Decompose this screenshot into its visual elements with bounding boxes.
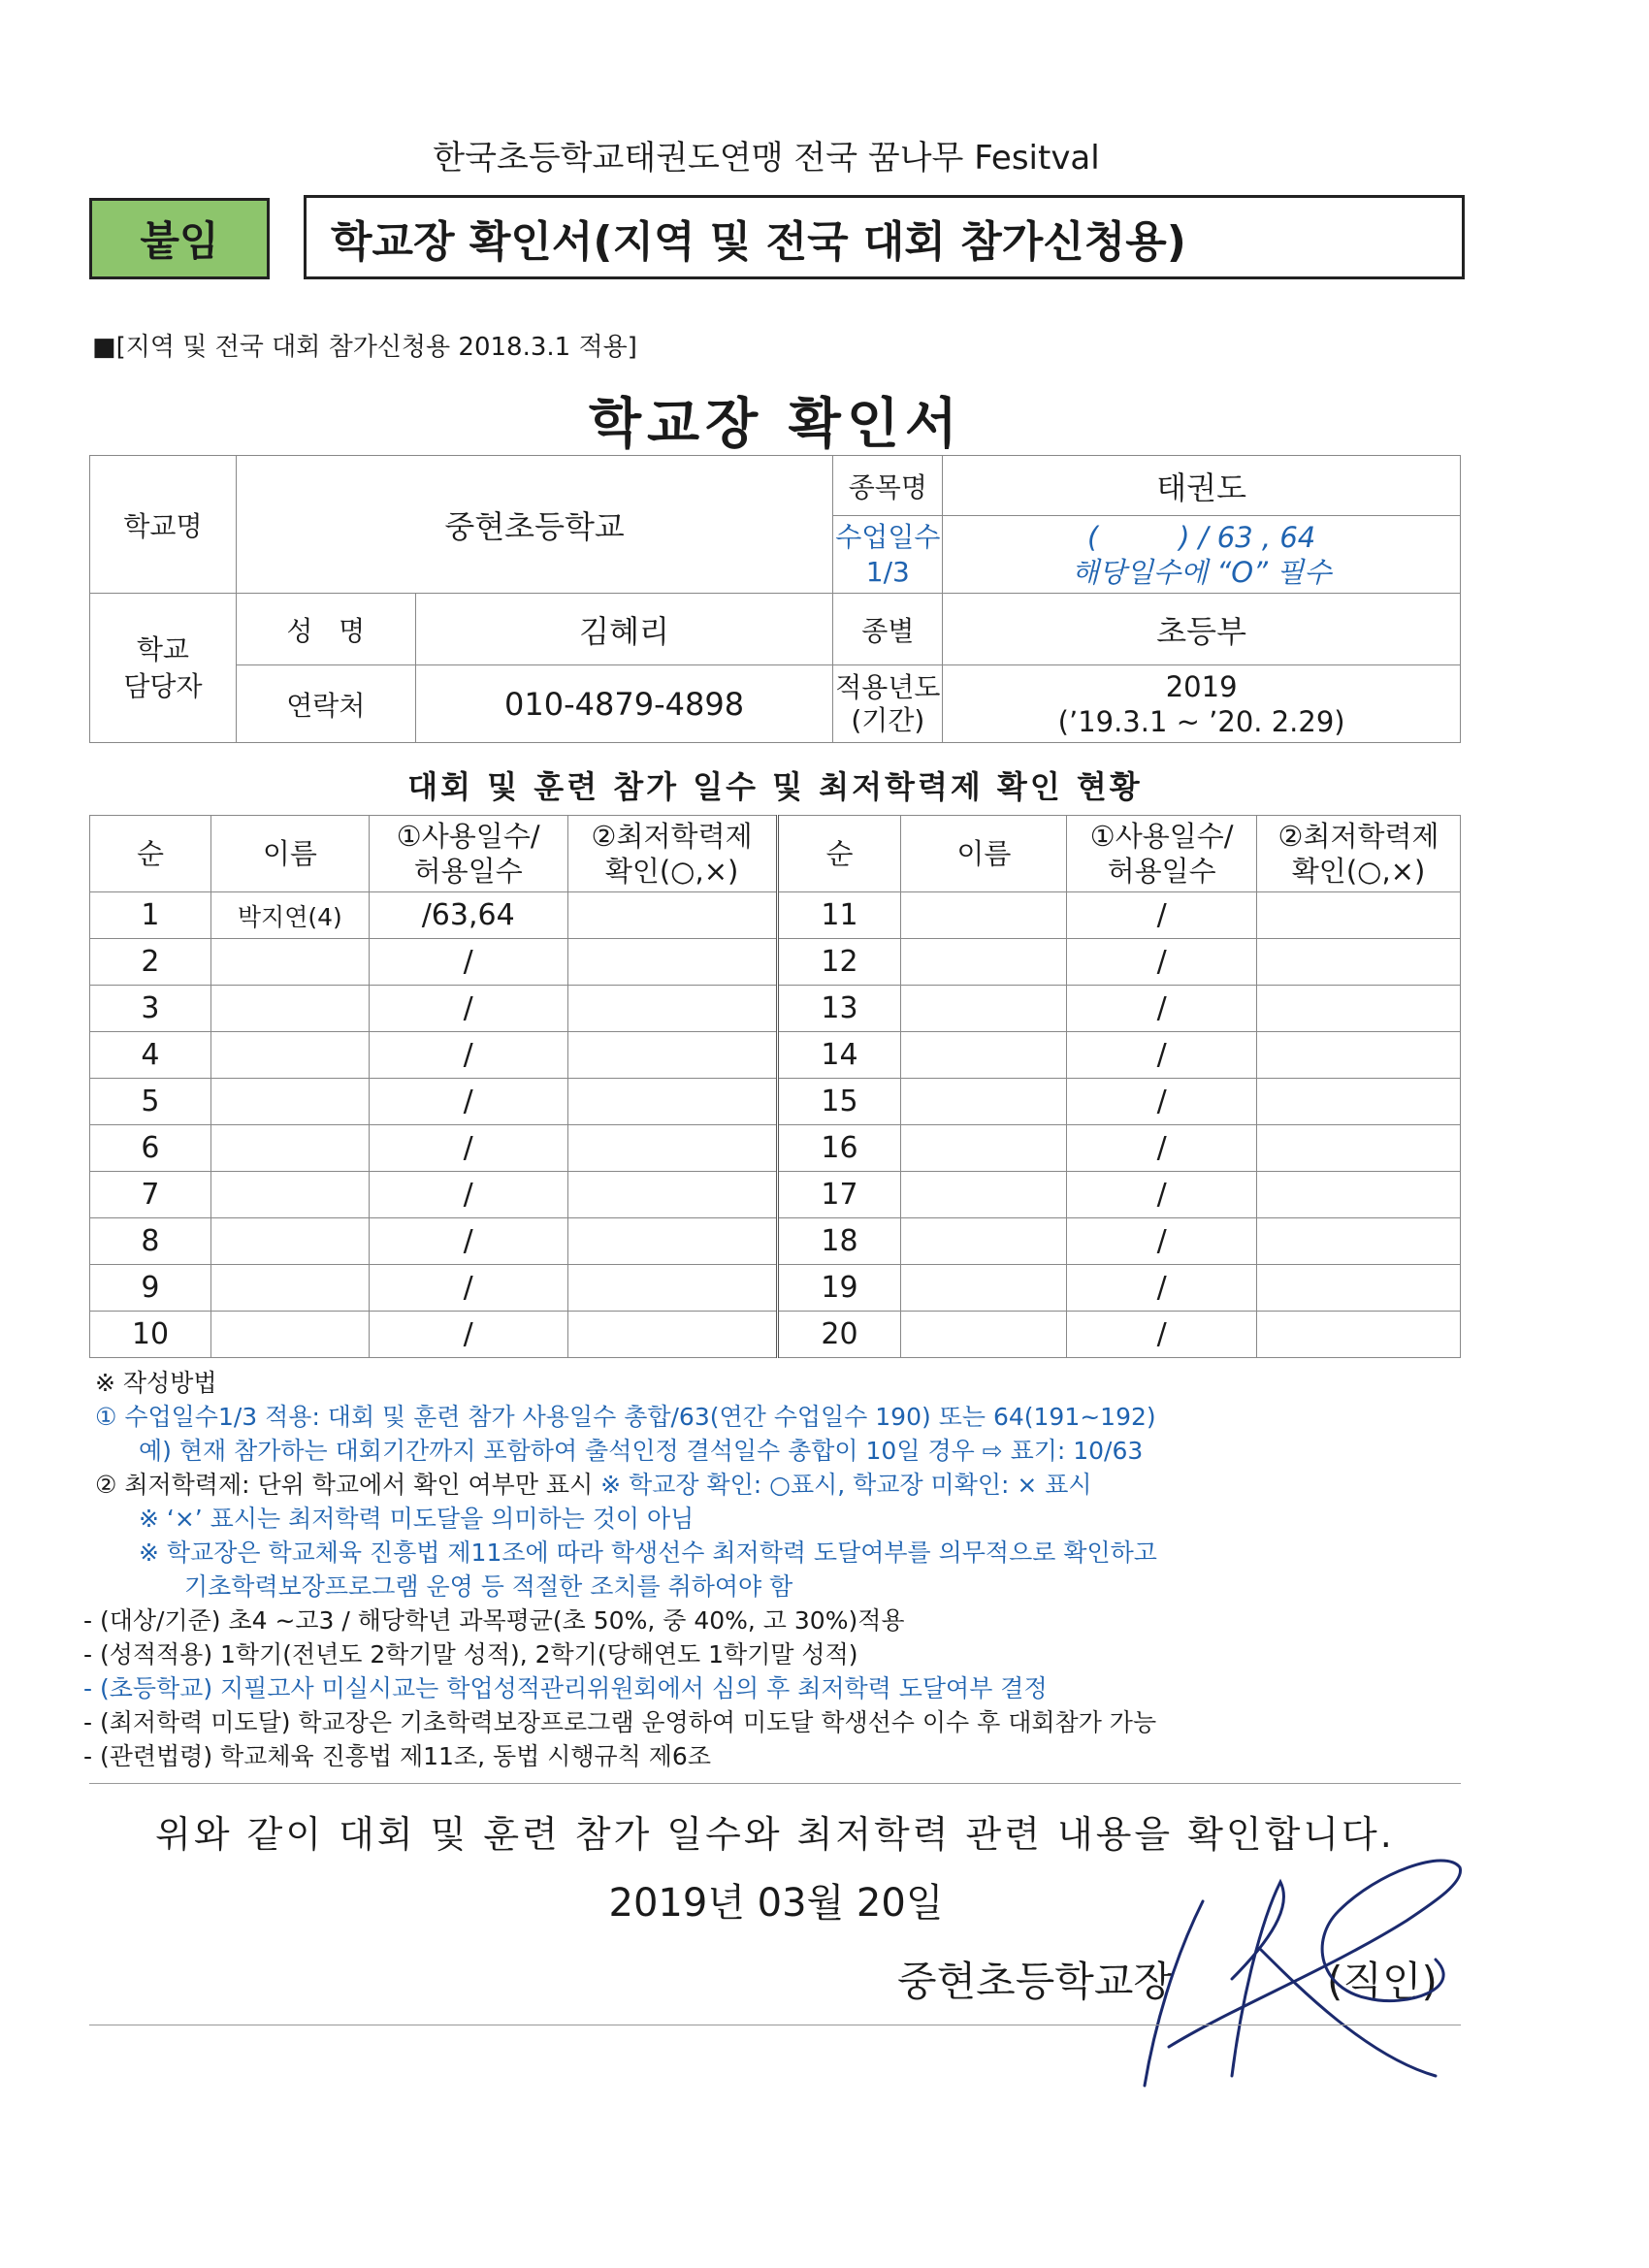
detail-2: - (성적적용) 1학기(전년도 2학기말 성적), 2학기(당해연도 1학기말 성적) [83,1640,858,1669]
signature-image [1116,1843,1484,2095]
col-min-right [1257,816,1461,892]
year-label-line2: (기간) [851,703,925,736]
table-row [90,986,1461,1032]
seq-cell: 14 [777,1032,901,1079]
name-cell [901,1125,1067,1172]
min-cell [567,1265,777,1312]
name-cell [901,1312,1067,1358]
table-row [90,1125,1461,1172]
seq-cell: 17 [777,1172,901,1218]
days-cell: / [369,1312,567,1358]
days-cell: / [369,1079,567,1125]
days-cell: / [1067,1032,1257,1079]
seq-cell: 13 [777,986,901,1032]
min-cell [1257,1032,1461,1079]
manager-label-line2: 담당자 [123,669,203,702]
seq-cell: 1 [90,892,211,939]
col-days-right-line1: ①사용일수/ [1089,820,1234,853]
event-label: 종목명 [833,456,943,516]
category-value: 초등부 [943,594,1461,665]
contact-value: 010-4879-4898 [415,665,833,743]
days-cell: / [1067,1172,1257,1218]
col-days-left-line2: 허용일수 [413,855,523,888]
school-name-label: 학교명 [90,456,237,594]
col-days-right-line2: 허용일수 [1107,855,1216,888]
seq-cell: 4 [90,1032,211,1079]
min-cell [567,1312,777,1358]
min-cell [1257,1079,1461,1125]
applicability-note: ■[지역 및 전국 대회 참가신청용 2018.3.1 적용] [92,333,637,362]
year-value [943,665,1461,743]
class-days-value-line1: ( ) / 63 , 64 [1087,520,1316,554]
name-cell [901,1032,1067,1079]
year-value-line1: 2019 [1165,669,1238,703]
col-seq-left: 순 [90,816,211,892]
category-label: 종별 [833,594,943,665]
principal-title: 중현초등학교장 [897,1958,1174,2005]
name-cell [901,1265,1067,1312]
seq-cell: 8 [90,1218,211,1265]
class-days-label-line2: 1/3 [865,555,910,588]
class-days-value [943,516,1461,594]
instructions-heading: ※ 작성방법 [95,1369,217,1397]
class-days-label-line1: 수업일수 [835,520,941,553]
col-days-right [1067,816,1257,892]
main-title: 학교장 확인서 [588,393,964,456]
days-cell: / [369,1265,567,1312]
min-cell [1257,1312,1461,1358]
col-name-left: 이름 [210,816,369,892]
col-seq-right: 순 [777,816,901,892]
name-cell [901,1172,1067,1218]
col-min-left [567,816,777,892]
detail-3: - (초등학교) 지필고사 미실시교는 학업성적관리위원회에서 심의 후 최저학력 도달여부 결정 [83,1674,1048,1702]
participation-table [89,815,1461,1358]
name-cell [210,1032,369,1079]
name-cell [210,1312,369,1358]
seq-cell: 11 [777,892,901,939]
col-days-left-line1: ①사용일수/ [396,820,540,853]
days-cell: / [1067,1125,1257,1172]
name-label: 성 명 [236,594,415,665]
class-days-value-line2: 해당일수에 “O” 필수 [1071,555,1332,589]
name-cell [210,1079,369,1125]
name-cell [901,892,1067,939]
seq-cell: 7 [90,1172,211,1218]
seq-cell: 6 [90,1125,211,1172]
manager-label [90,594,237,743]
min-cell [1257,986,1461,1032]
min-cell [567,1218,777,1265]
min-cell [567,986,777,1032]
table-row [90,1265,1461,1312]
issue-date: 2019년 03월 20일 [608,1881,944,1926]
min-cell [1257,1265,1461,1312]
min-cell [567,892,777,939]
col-min-right-line2: 확인(○,×) [1291,855,1426,888]
year-value-line2: (’19.3.1 ~ ’20. 2.29) [1057,704,1345,738]
name-cell [210,939,369,986]
min-cell [1257,939,1461,986]
col-name-right: 이름 [901,816,1067,892]
days-cell: / [1067,1079,1257,1125]
contact-label: 연락처 [236,665,415,743]
name-cell [901,1079,1067,1125]
days-cell: / [369,986,567,1032]
name-cell [210,1172,369,1218]
detail-4: - (최저학력 미도달) 학교장은 기초학력보장프로그램 운영하여 미도달 학생선수 이수 후 대회참가 가능 [83,1708,1157,1736]
days-cell: / [1067,1265,1257,1312]
name-cell [901,939,1067,986]
manager-label-line1: 학교 [136,632,189,665]
days-cell: / [369,1125,567,1172]
year-label [833,665,943,743]
table-row [90,1079,1461,1125]
seq-cell: 10 [90,1312,211,1358]
seq-cell: 15 [777,1079,901,1125]
min-cell [567,1125,777,1172]
min-cell [567,939,777,986]
attachment-tag: 붙임 [89,198,270,279]
days-cell: / [369,1218,567,1265]
table-row [90,1312,1461,1358]
seq-cell: 3 [90,986,211,1032]
name-cell [901,1218,1067,1265]
table-row [90,939,1461,986]
days-cell: /63,64 [369,892,567,939]
confirmation-statement: 위와 같이 대회 및 훈련 참가 일수와 최저학력 관련 내용을 확인합니다. [155,1813,1395,1856]
instructions [83,1366,1472,1773]
class-days-label [833,516,943,594]
note-1a: ① 수업일수1/3 적용: 대회 및 훈련 참가 사용일수 총합/63(연간 수업일수 190) 또는 64(191~192) [95,1403,1156,1431]
seq-cell: 2 [90,939,211,986]
col-min-left-line1: ②최저학력제 [591,820,753,853]
divider [89,1783,1461,1784]
col-min-left-line2: 확인(○,×) [604,855,739,888]
note-1b: 예) 현재 참가하는 대회기간까지 포함하여 출석인정 결석일수 총합이 10일 경우 ⇨ 표기: 10/63 [139,1437,1144,1465]
seq-cell: 9 [90,1265,211,1312]
days-cell: / [1067,1218,1257,1265]
days-cell: / [369,1172,567,1218]
name-cell [901,986,1067,1032]
days-cell: / [1067,1312,1257,1358]
min-cell [567,1172,777,1218]
min-cell [567,1032,777,1079]
note-4a: ※ 학교장은 학교체육 진흥법 제11조에 따라 학생선수 최저학력 도달여부를 의무적으로 확인하고 [139,1539,1157,1567]
col-min-right-line1: ②최저학력제 [1277,820,1439,853]
note-2a-marking: ※ 학교장 확인: ○표시, 학교장 미확인: × 표시 [600,1471,1092,1499]
year-label-line1: 적용년도 [835,670,941,703]
detail-5: - (관련법령) 학교체육 진흥법 제11조, 동법 시행규칙 제6조 [83,1742,711,1770]
document-title-box: 학교장 확인서(지역 및 전국 대회 참가신청용) [304,195,1465,279]
seq-cell: 12 [777,939,901,986]
seq-cell: 16 [777,1125,901,1172]
table-row [90,892,1461,939]
table-row [90,1172,1461,1218]
name-cell [210,1125,369,1172]
festival-heading: 한국초등학교태권도연맹 전국 꿈나무 Fesitval [433,139,1100,178]
event-value: 태권도 [943,456,1461,516]
school-name-value: 중현초등학교 [236,456,833,594]
detail-1: - (대상/기준) 초4 ~고3 / 해당학년 과목평균(초 50%, 중 40%, 고 30%)적용 [83,1606,905,1635]
min-cell [1257,892,1461,939]
note-4b: 기초학력보장프로그램 운영 등 적절한 조치를 취하여야 함 [184,1572,793,1601]
seq-cell: 20 [777,1312,901,1358]
seal-mark: (직인) [1327,1958,1438,2005]
min-cell [1257,1218,1461,1265]
days-cell: / [1067,939,1257,986]
min-cell [567,1079,777,1125]
name-cell [210,986,369,1032]
name-value: 김혜리 [415,594,833,665]
min-cell [1257,1125,1461,1172]
days-cell: / [1067,986,1257,1032]
note-3: ※ ‘×’ 표시는 최저학력 미도달을 의미하는 것이 아님 [139,1505,695,1533]
days-cell: / [369,939,567,986]
note-2a [95,1468,1472,1502]
days-cell: / [369,1032,567,1079]
table-row [90,1218,1461,1265]
note-2a-text: ② 최저학력제: 단위 학교에서 확인 여부만 표시 [95,1471,601,1499]
seq-cell: 19 [777,1265,901,1312]
col-days-left [369,816,567,892]
table-row [90,1032,1461,1079]
info-table [89,455,1461,743]
days-cell: / [1067,892,1257,939]
seq-cell: 18 [777,1218,901,1265]
name-cell: 박지연(4) [210,892,369,939]
min-cell [1257,1172,1461,1218]
section-title: 대회 및 훈련 참가 일수 및 최저학력제 확인 현황 [407,768,1143,805]
name-cell [210,1265,369,1312]
name-cell [210,1218,369,1265]
seq-cell: 5 [90,1079,211,1125]
